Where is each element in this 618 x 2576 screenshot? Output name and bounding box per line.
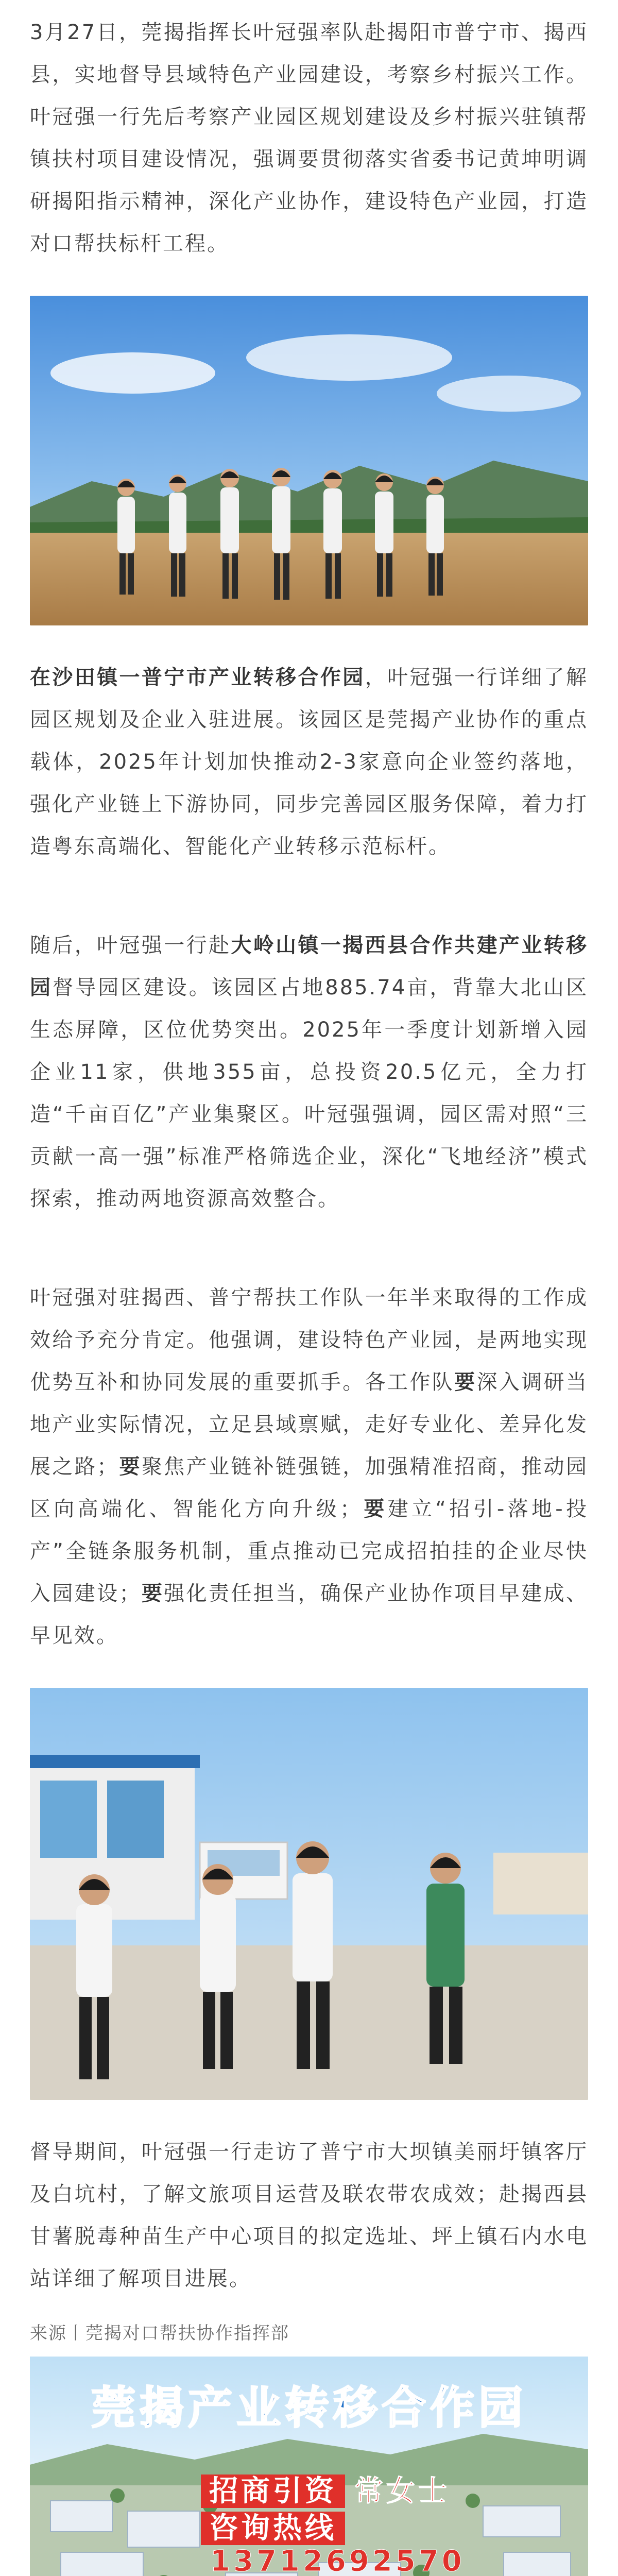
source-credit: 来源丨莞揭对口帮扶协作指挥部 (30, 2323, 289, 2344)
work-team-paragraph (30, 1277, 588, 1657)
hotline-label: 咨询热线 (201, 2512, 345, 2545)
emphasis-yao-2: 要 (119, 1455, 142, 1479)
dalingshan-intro-text: 随后，叶冠强一行赴 (30, 934, 231, 957)
photo-site-inspection-image (30, 296, 588, 625)
work-team-text-c: 深入调研当地产业实际情况，立足县域禀赋，走好专业化、差异化发展之路； (30, 1370, 588, 1479)
investment-label: 招商引资 (201, 2475, 345, 2508)
intro-paragraph: 3月27日，莞揭指挥长叶冠强率队赴揭阳市普宁市、揭西县，实地督导县域特色产业园建设，考察乡村振兴工作。叶冠强一行先后考察产业园区规划建设及乡村振兴驻镇帮镇扶村项目建设情况，强调要贯彻落实省委书记黄坤明调研揭阳指示精神，深化产业协作，建设特色产业园，打造对口帮扶标杆工程。 (30, 21, 588, 256)
photo-exhibition-visit (30, 1688, 588, 2100)
photo-exhibition-image (30, 1688, 588, 2100)
investment-contact-name: 常女士 (354, 2475, 450, 2508)
dalingshan-park-paragraph (30, 924, 588, 1220)
shatian-park-paragraph (30, 656, 588, 868)
emphasis-yao-1: 要 (454, 1370, 477, 1394)
emphasis-yao-3: 要 (362, 1497, 388, 1521)
promo-banner-title: 莞揭产业转移合作园 (91, 2382, 527, 2434)
shatian-park-name: 在沙田镇一普宁市产业转移合作园 (30, 666, 365, 689)
emphasis-yao-4: 要 (141, 1582, 164, 1605)
promo-banner (30, 2357, 588, 2576)
shatian-park-text: ，叶冠强一行详细了解园区规划及企业入驻进展。该园区是莞揭产业协作的重点载体，2025年计划加快推动2-3家意向企业签约落地，强化产业链上下游协同，同步完善园区服务保障，着力打造粤东高端化、智能化产业转移示范标杆。 (30, 666, 588, 858)
hotline-number[interactable]: 13712692570 (210, 2545, 465, 2576)
work-team-text-a: 叶冠强对驻揭西、普宁帮扶工作队一年半来取得的工作成效给予充分肯定。他强调，建设特色产业园，是两地实现优势互补和协同发展的重要抓手。各工作队 (30, 1286, 588, 1394)
hotline-line (201, 2512, 588, 2576)
work-team-text-e: 建立“招引-落地-投产”全链条服务机制，重点推动已完成招拍挂的企业尽快入园建设； (30, 1497, 589, 1605)
investment-contact-line (201, 2475, 450, 2508)
dalingshan-park-name: 大岭山镇一揭西县合作共建产业转移园 (30, 934, 588, 999)
work-team-text-d: 聚焦产业链补链强链，加强精准招商，推动园区向高端化、智能化方向升级； (30, 1455, 588, 1521)
work-team-text-f: 强化责任担当，确保产业协作项目早建成、早见效。 (30, 1582, 588, 1648)
photo-site-inspection-group (30, 296, 588, 625)
visit-summary-paragraph: 督导期间，叶冠强一行走访了普宁市大坝镇美丽圩镇客厅及白坑村，了解文旅项目运营及联农带农成效；赴揭西县甘薯脱毒种苗生产中心项目的拟定选址、坪上镇石内水电站详细了解项目进展。 (30, 2140, 588, 2291)
dalingshan-park-text: 督导园区建设。该园区占地885.74亩，背靠大北山区生态屏障，区位优势突出。2025年一季度计划新增入园企业11家，供地355亩，总投资20.5亿元，全力打造“千亩百亿”产业集聚区。叶冠强强调，园区需对照“三贡献一高一强”标准严格筛选企业，深化“飞地经济”模式探索，推动两地资源高效整合。 (30, 976, 589, 1211)
